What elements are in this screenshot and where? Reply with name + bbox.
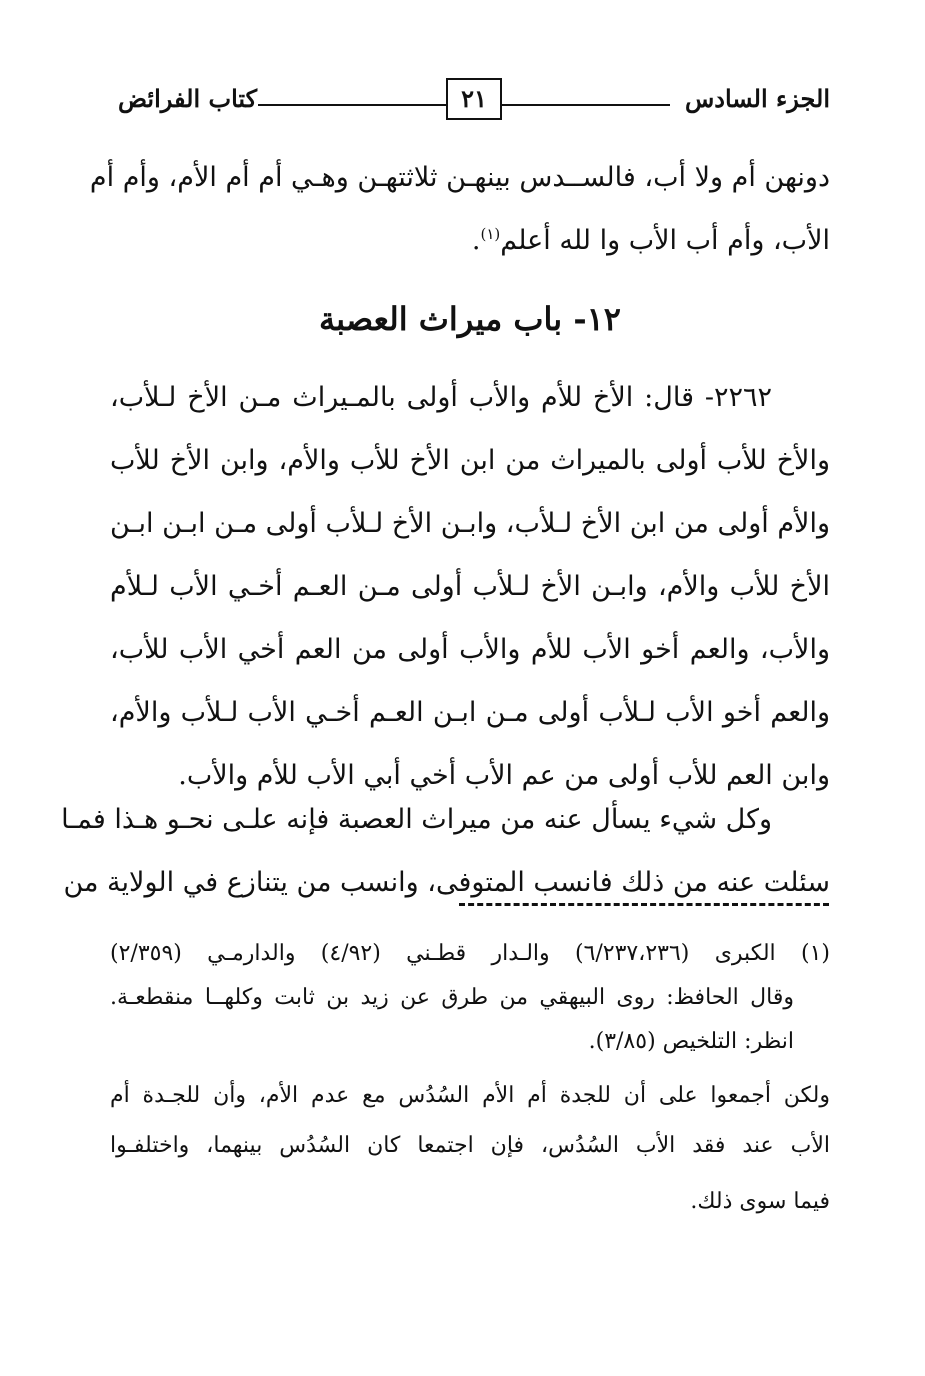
text-line: والأم أولى من ابن الأخ لـلأب، وابـن الأخ لـلأب أولى مـن ابـن ابـن (110, 508, 830, 539)
footnote-line: وقال الحافظ: روى البيهقي من طرق عن زيد بن ثابت وكلهــا منقطعـة. (110, 985, 794, 1010)
page-header (118, 78, 830, 126)
footnote-line: انظر: التلخيص (٣/٨٥). (588, 1029, 794, 1054)
footnote-line: فيما سوى ذلك. (690, 1189, 830, 1214)
footnote-line: (١) الكبرى (٦/٢٣٧،٢٣٦) والـدار قطـني (٤/٩٢) والدارمـي (٢/٣٥٩) (110, 941, 830, 966)
chapter-heading: ١٢- باب ميراث العصبة (319, 300, 621, 338)
text-fragment: . (471, 225, 481, 256)
text-line: الأخ للأب والأم، وابـن الأخ لـلأب أولى مـن العـم أخـي الأب لـلأم (110, 571, 830, 602)
footnote-separator (459, 903, 829, 906)
text-line: والأخ للأب أولى بالميراث من ابن الأخ للأب والأم، وابن الأخ للأب (110, 445, 830, 476)
paragraph-2 (61, 788, 830, 914)
footnote-line: ولكن أجمعوا على أن للجدة أم الأم السُدُس مع عدم الأم، وأن للجـدة أم (110, 1083, 830, 1108)
text-line: ٢٢٦٢- قال: الأخ للأم والأب أولى بالمـيراث مـن الأخ لـلأب، (110, 382, 772, 413)
text-line (110, 209, 830, 272)
volume-title: الجزء السادس (684, 84, 830, 113)
footnote-line: الأب عند فقد الأب السُدُس، فإن اجتمعا كان السُدُس بينهما، واختلفـوا (110, 1133, 830, 1158)
text-line: دونهن أم ولا أب، فالســدس بينهـن ثلاثتهـن وهـي أم أم الأم، وأم أم (89, 162, 830, 193)
paragraph-1 (110, 366, 830, 807)
footnotes (110, 932, 830, 1230)
header-rule-right (502, 104, 670, 106)
text-fragment: الأب، وأم أب الأب وا لله أعلم (500, 225, 830, 256)
text-line: وابن العم للأب أولى من عم الأب أخي أبي الأب للأم والأب. (178, 760, 830, 791)
text-line: والأب، والعم أخو الأب للأم والأب أولى من العم أخي الأب للأب، (110, 634, 830, 665)
intro-text (89, 146, 830, 272)
text-line: سئلت عنه من ذلك فانسب المتوفى، وانسب من يتنازع في الولاية من (63, 867, 830, 898)
book-title: كتاب الفرائض (118, 84, 258, 113)
footnote-marker: (١) (480, 225, 501, 243)
page-number: ٢١ (446, 78, 502, 120)
header-rule-left (258, 104, 446, 106)
text-line: وكل شيء يسأل عنه من ميراث العصبة فإنه علـى نحـو هـذا فمـا (61, 804, 772, 835)
text-line: والعم أخو الأب لـلأب أولى مـن ابـن العـم أخـي الأب لـلأب والأم، (110, 697, 830, 728)
